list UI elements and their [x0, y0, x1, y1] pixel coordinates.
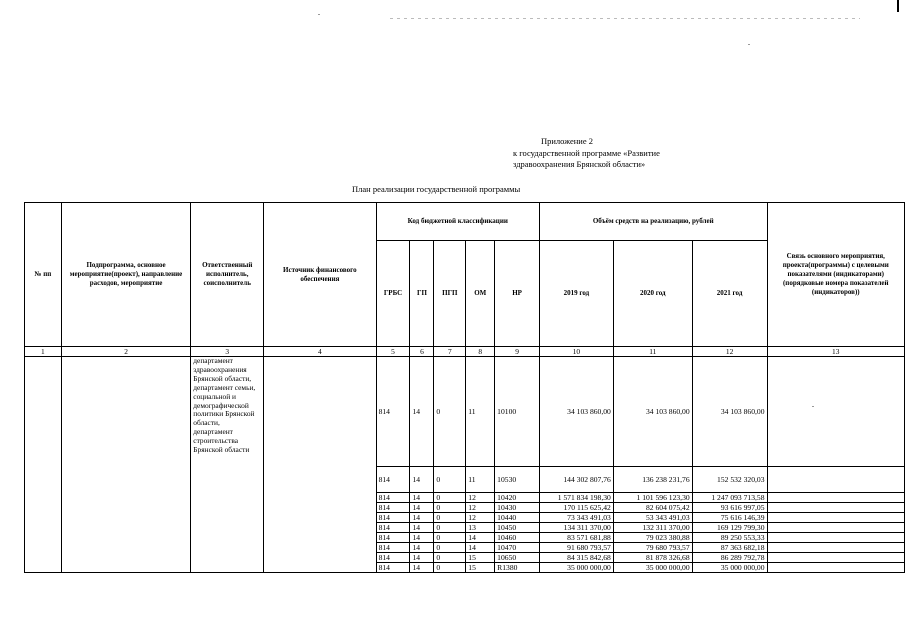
scan-edge-mark	[897, 0, 899, 12]
cell-link	[767, 533, 905, 543]
cell-grbs: 814	[376, 503, 410, 513]
header-num: № пп	[25, 203, 62, 347]
cell-gp: 14	[410, 503, 434, 513]
cell-pgp: 0	[434, 563, 466, 573]
cell-om: 11	[466, 467, 495, 493]
cell-y2020: 132 311 370,00	[613, 523, 692, 533]
header-link: Связь основного мероприятия, проекта(программы) с целевыми показателями (индикаторами) (порядковые номера показателей (индикаторов))	[767, 203, 905, 347]
cell-gp: 14	[410, 553, 434, 563]
cell-np: 10650	[495, 553, 540, 563]
cell-y2019: 34 103 860,00	[539, 357, 613, 467]
cell-y2020: 35 000 000,00	[613, 563, 692, 573]
header-grbs: ГРБС	[376, 241, 410, 347]
header-2019: 2019 год	[539, 241, 613, 347]
cell-source	[264, 357, 376, 573]
cell-gp: 14	[410, 523, 434, 533]
cell-grbs: 814	[376, 553, 410, 563]
cell-y2019: 73 343 491,03	[539, 513, 613, 523]
cell-y2021: 152 532 320,03	[692, 467, 767, 493]
cell-y2019: 170 115 625,42	[539, 503, 613, 513]
col-number: 7	[434, 347, 466, 357]
cell-om: 15	[466, 553, 495, 563]
cell-y2020: 34 103 860,00	[613, 357, 692, 467]
cell-y2020: 79 680 793,57	[613, 543, 692, 553]
cell-grbs: 814	[376, 543, 410, 553]
cell-pgp: 0	[434, 357, 466, 467]
col-number: 12	[692, 347, 767, 357]
cell-np: 10460	[495, 533, 540, 543]
cell-y2021: 34 103 860,00	[692, 357, 767, 467]
cell-grbs: 814	[376, 467, 410, 493]
cell-y2019: 35 000 000,00	[539, 563, 613, 573]
table-row	[25, 357, 905, 467]
plan-title: План реализации государственной программы	[352, 184, 521, 194]
cell-gp: 14	[410, 357, 434, 467]
col-number: 11	[613, 347, 692, 357]
cell-np: 10430	[495, 503, 540, 513]
col-number: 10	[539, 347, 613, 357]
col-number: 3	[191, 347, 264, 357]
cell-gp: 14	[410, 513, 434, 523]
header-source: Источник финансового обеспечения	[264, 203, 376, 347]
header-om: ОМ	[466, 241, 495, 347]
header-2021: 2021 год	[692, 241, 767, 347]
cell-gp: 14	[410, 563, 434, 573]
cell-grbs: 814	[376, 533, 410, 543]
col-number: 6	[410, 347, 434, 357]
cell-y2019: 91 680 793,57	[539, 543, 613, 553]
cell-y2021: 89 250 553,33	[692, 533, 767, 543]
header-budget-code: Код бюджетной классификации	[376, 203, 539, 241]
cell-y2021: 93 616 997,05	[692, 503, 767, 513]
cell-om: 12	[466, 513, 495, 523]
cell-subprogram	[61, 357, 191, 573]
cell-grbs: 814	[376, 493, 410, 503]
header-np: НР	[495, 241, 540, 347]
cell-link	[767, 563, 905, 573]
header-gp: ГП	[410, 241, 434, 347]
cell-np: 10450	[495, 523, 540, 533]
cell-gp: 14	[410, 493, 434, 503]
cell-y2021: 75 616 146,39	[692, 513, 767, 523]
cell-gp: 14	[410, 533, 434, 543]
col-number: 9	[495, 347, 540, 357]
appendix-line-3: здравоохранения Брянской области»	[513, 159, 646, 169]
cell-pgp: 0	[434, 543, 466, 553]
cell-grbs: 814	[376, 523, 410, 533]
col-number: 1	[25, 347, 62, 357]
cell-grbs: 814	[376, 563, 410, 573]
cell-om: 12	[466, 493, 495, 503]
cell-link	[767, 503, 905, 513]
cell-pgp: 0	[434, 533, 466, 543]
cell-y2020: 79 023 380,88	[613, 533, 692, 543]
col-number: 13	[767, 347, 905, 357]
header-subprogram: Подпрограмма, основное мероприятие(проект), направление расходов, мероприятие	[61, 203, 191, 347]
cell-link	[767, 513, 905, 523]
cell-pgp: 0	[434, 503, 466, 513]
cell-y2019: 134 311 370,00	[539, 523, 613, 533]
cell-link	[767, 493, 905, 503]
cell-om: 11	[466, 357, 495, 467]
cell-np: 10100	[495, 357, 540, 467]
cell-y2020: 82 604 075,42	[613, 503, 692, 513]
cell-pgp: 0	[434, 467, 466, 493]
cell-grbs: 814	[376, 513, 410, 523]
column-numbers-row	[25, 347, 905, 357]
cell-om: 14	[466, 533, 495, 543]
cell-np: 10440	[495, 513, 540, 523]
scan-noise-line	[390, 18, 860, 19]
cell-y2019: 84 315 842,68	[539, 553, 613, 563]
cell-grbs: 814	[376, 357, 410, 467]
header-pgp: ПГП	[434, 241, 466, 347]
cell-om: 12	[466, 503, 495, 513]
appendix-line-2: к государственной программе «Развитие	[513, 147, 660, 158]
cell-y2019: 144 302 807,76	[539, 467, 613, 493]
col-number: 5	[376, 347, 410, 357]
cell-y2021: 86 289 792,78	[692, 553, 767, 563]
cell-y2021: 169 129 799,30	[692, 523, 767, 533]
scan-dot	[318, 14, 320, 15]
cell-link	[767, 467, 905, 493]
cell-y2019: 1 571 834 198,30	[539, 493, 613, 503]
cell-gp: 14	[410, 543, 434, 553]
col-number: 2	[61, 347, 191, 357]
cell-num	[25, 357, 62, 573]
cell-om: 15	[466, 563, 495, 573]
cell-pgp: 0	[434, 513, 466, 523]
cell-pgp: 0	[434, 553, 466, 563]
cell-y2020: 136 238 231,76	[613, 467, 692, 493]
appendix-note	[513, 136, 660, 171]
cell-np: 10420	[495, 493, 540, 503]
cell-link	[767, 357, 905, 467]
cell-link	[767, 553, 905, 563]
scan-dot	[748, 44, 750, 45]
appendix-line-1: Приложение 2	[541, 136, 593, 146]
cell-om: 14	[466, 543, 495, 553]
header-funds: Объём средств на реализацию, рублей	[539, 203, 767, 241]
cell-y2020: 1 101 596 123,30	[613, 493, 692, 503]
plan-table	[24, 202, 905, 573]
cell-np: 10530	[495, 467, 540, 493]
cell-np: 10470	[495, 543, 540, 553]
cell-link	[767, 543, 905, 553]
cell-gp: 14	[410, 467, 434, 493]
cell-y2020: 53 343 491,03	[613, 513, 692, 523]
header-2020: 2020 год	[613, 241, 692, 347]
cell-y2021: 1 247 093 713,58	[692, 493, 767, 503]
cell-y2021: 35 000 000,00	[692, 563, 767, 573]
cell-y2020: 81 878 326,68	[613, 553, 692, 563]
cell-np: R1380	[495, 563, 540, 573]
cell-y2019: 83 571 681,88	[539, 533, 613, 543]
cell-y2021: 87 363 682,18	[692, 543, 767, 553]
cell-pgp: 0	[434, 493, 466, 503]
cell-link	[767, 523, 905, 533]
col-number: 8	[466, 347, 495, 357]
cell-om: 13	[466, 523, 495, 533]
header-responsible: Ответственный исполнитель, соисполнитель	[191, 203, 264, 347]
col-number: 4	[264, 347, 376, 357]
cell-pgp: 0	[434, 523, 466, 533]
cell-responsible: департамент здравоохранения Брянской области, департамент семьи, социальной и демографической политики Брянской области, департамент строительства Брянской области	[191, 357, 264, 573]
